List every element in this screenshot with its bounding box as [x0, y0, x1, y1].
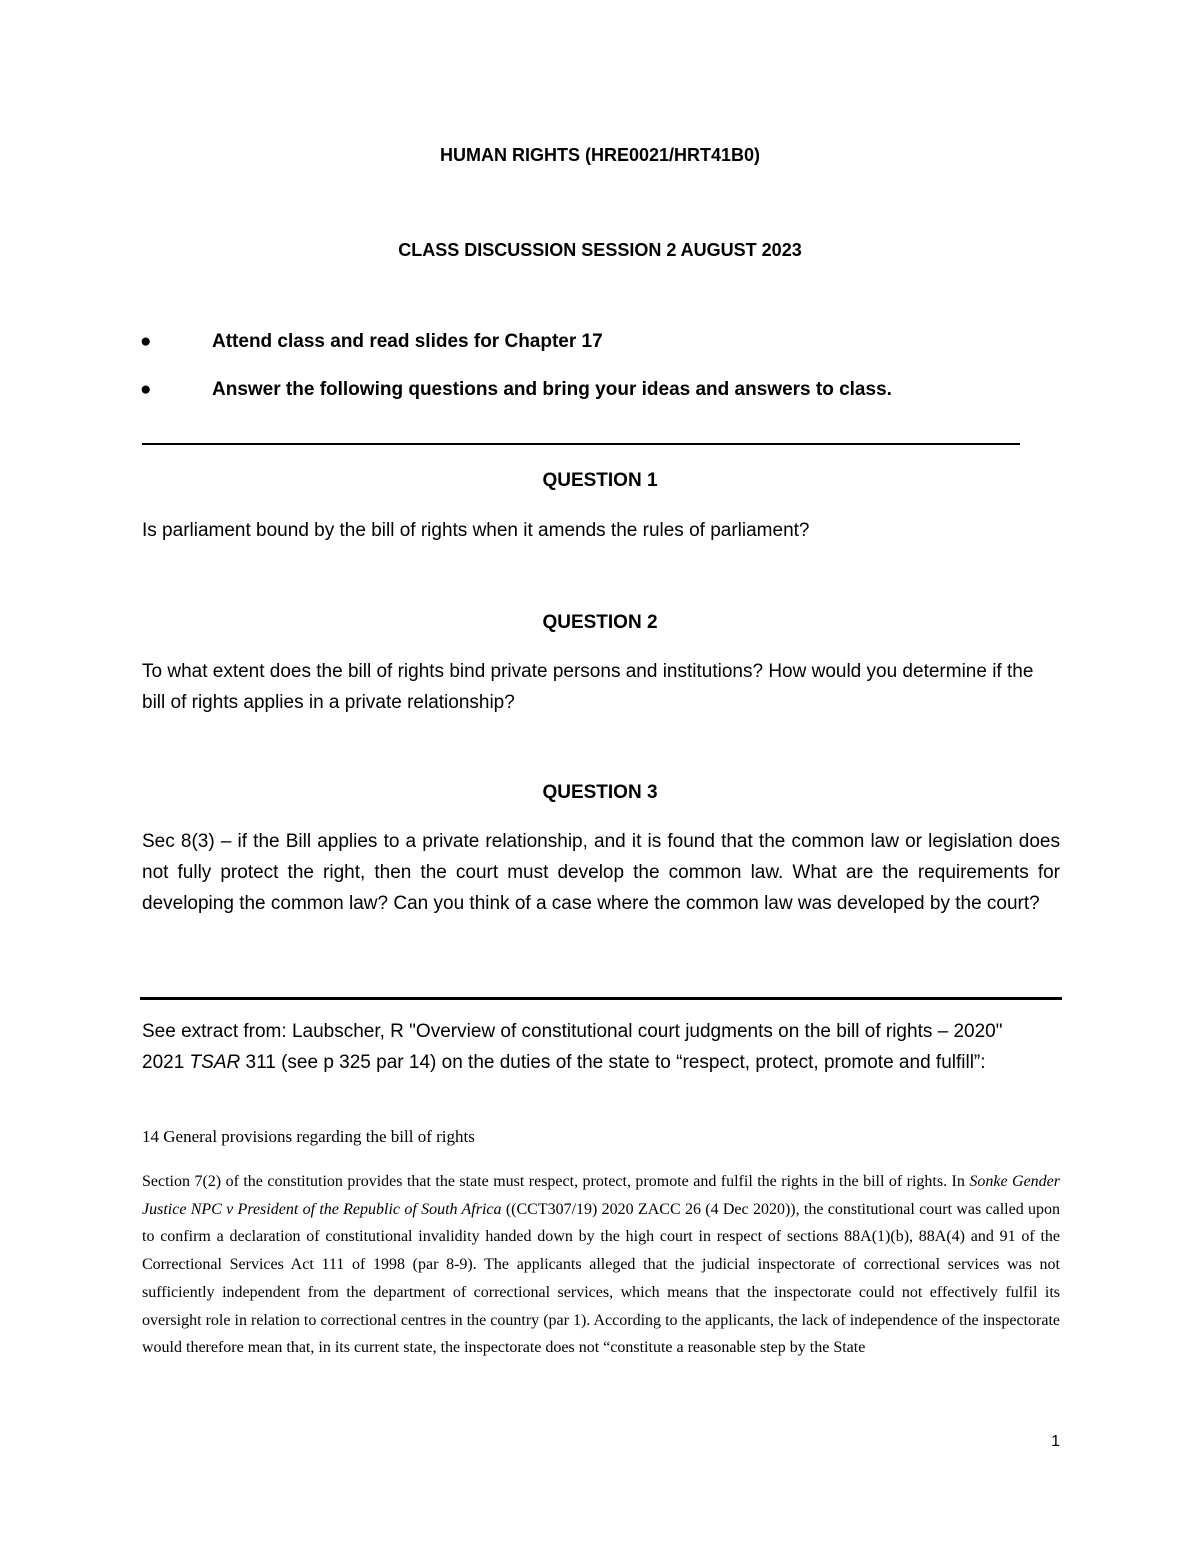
bullet-text: Attend class and read slides for Chapter 17 [212, 331, 603, 352]
question-3-text: Sec 8(3) – if the Bill applies to a private relationship, and it is found that the common law or legislation does not fully protect the right, then the court must develop the common law. What are the requirements for developing the common law? Can you think of a case where the common law was developed by the court? [142, 831, 1060, 914]
question-2-heading: QUESTION 2 [542, 612, 658, 633]
question-1-text: Is parliament bound by the bill of rights when it amends the rules of parliament? [142, 520, 810, 541]
thick-divider [140, 997, 1062, 1000]
extract-text-part2: 311 (see p 325 par 14) on the duties of the state to “respect, protect, promote and fulfill”: [240, 1052, 986, 1073]
horizontal-divider [142, 443, 1020, 445]
body-text-part1: Section 7(2) of the constitution provides that the state must respect, protect, promote and fulfil the rights in the bill of rights. In [142, 1173, 970, 1190]
bullet-text: Answer the following questions and bring your ideas and answers to class. [212, 379, 892, 400]
journal-name: TSAR [189, 1052, 241, 1073]
extract-intro [142, 1016, 1042, 1078]
case-name: Sonke Gender Justice NPC v President of the Republic of South Africa [142, 1173, 1061, 1218]
extract-text-part1: See extract from: Laubscher, R "Overview of constitutional court judgments on the bill of rights – 2020" 2021 [142, 1021, 1003, 1073]
question-1-heading: QUESTION 1 [542, 470, 658, 491]
question-3-heading: QUESTION 3 [542, 782, 658, 803]
document-title: HUMAN RIGHTS (HRE0021/HRT41B0) [439, 145, 761, 165]
section-heading: 14 General provisions regarding the bill of rights [142, 1127, 475, 1146]
session-heading: CLASS DISCUSSION SESSION 2 AUGUST 2023 [398, 240, 802, 260]
bullet-icon: ● [140, 379, 152, 400]
page-number: 1 [1051, 1433, 1060, 1450]
body-text-part2: ((CCT307/19) 2020 ZACC 26 (4 Dec 2020)), the constitutional court was called upon to confirm a declaration of constitutional invalidity handed down by the high court in respect of sections 88A(1)(b), 88A(4) and 91 of the Correctional Services Act 111 of 1998 (par 8-9). The applicants alleged that the judicial inspectorate of correctional services was not sufficiently independent from the department of correctional services, which means that the inspectorate could not effectively fulfil its oversight role in relation to correctional centres in the country (par 1). According to the applicants, the lack of independence of the inspectorate would therefore mean that, in its current state, the inspectorate does not “constitute a reasonable step by the State [142, 1200, 1060, 1357]
bullet-icon: ● [140, 331, 152, 352]
question-2-text: To what extent does the bill of rights bind private persons and institutions? How would you determine if the bill of rights applies in a private relationship? [142, 661, 1034, 713]
extract-body [142, 1168, 1060, 1362]
